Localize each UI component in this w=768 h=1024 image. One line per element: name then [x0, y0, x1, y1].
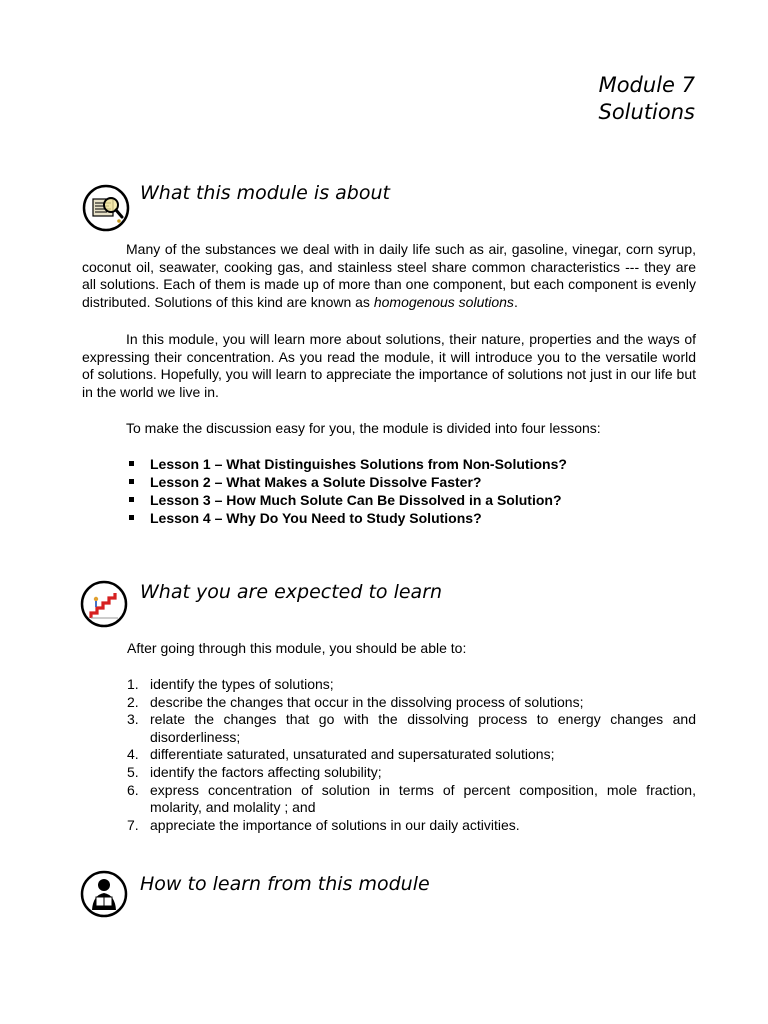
- lesson-list: [127, 455, 567, 527]
- objective-item: [127, 764, 696, 782]
- about-paragraph-1-text: Many of the substances we deal with in daily life such as air, gasoline, vinegar, corn syrup, coconut oil, seawater, cooking gas, and stainless steel share common characteristics --- they are all solutions. Each of them is made up of more than one component, but each component is evenly distributed. Solutions of this kind are known as: [82, 241, 696, 310]
- objective-item: [127, 782, 696, 817]
- objective-item: [127, 746, 696, 764]
- about-paragraph-2-text: In this module, you will learn more about solutions, their nature, properties and the ways of expressing their concentration. As you read the module, it will introduce you to the versatile world of solutions. Hopefully, you will learn to appreciate the importance of solutions not just in our life but in the world we live in.: [82, 331, 696, 400]
- objective-number: 6.: [127, 781, 139, 798]
- expected-intro: After going through this module, you should be able to:: [127, 640, 467, 656]
- lesson-item: Lesson 4 – Why Do You Need to Study Solutions?: [127, 509, 567, 527]
- objective-item: [127, 817, 696, 835]
- objective-number: 3.: [127, 711, 139, 728]
- about-paragraph-1-end: .: [513, 293, 518, 310]
- objective-text: express concentration of solution in terms of percent composition, mole fraction, molarity, and molality ; and: [150, 781, 696, 816]
- objective-number: 7.: [127, 816, 139, 833]
- objective-item: [127, 711, 696, 746]
- about-paragraph-1: [82, 241, 696, 311]
- about-paragraph-2: [82, 331, 696, 401]
- objective-number: 1.: [127, 676, 139, 692]
- lesson-item: Lesson 2 – What Makes a Solute Dissolve Faster?: [127, 473, 567, 491]
- objective-text: relate the changes that go with the dissolving process to energy changes and disorderliness;: [150, 711, 696, 745]
- objective-number: 5.: [127, 763, 139, 780]
- about-paragraph-3-text: To make the discussion easy for you, the module is divided into four lessons:: [126, 420, 601, 436]
- module-title: [599, 72, 696, 126]
- lesson-item: Lesson 3 – How Much Solute Can Be Dissolved in a Solution?: [127, 491, 567, 509]
- objective-text: identify the types of solutions;: [150, 676, 334, 692]
- module-number: Module 7: [598, 73, 695, 97]
- objective-number: 2.: [127, 693, 139, 710]
- objective-text: identify the factors affecting solubility;: [150, 763, 382, 780]
- section-heading-expected: What you are expected to learn: [140, 581, 443, 603]
- objective-text: appreciate the importance of solutions in our daily activities.: [150, 816, 520, 833]
- homogenous-solutions-term: homogenous solutions: [373, 293, 514, 310]
- magnifier-document-icon: [82, 184, 130, 232]
- module-name: Solutions: [598, 100, 695, 124]
- lesson-item: Lesson 1 – What Distinguishes Solutions from Non-Solutions?: [127, 455, 567, 473]
- objective-text: differentiate saturated, unsaturated and supersaturated solutions;: [150, 746, 555, 763]
- stairs-icon: [80, 580, 128, 628]
- section-heading-about: What this module is about: [140, 182, 390, 204]
- section-heading-howto: How to learn from this module: [140, 873, 430, 895]
- objective-list: [127, 676, 696, 834]
- objective-number: 4.: [127, 746, 139, 763]
- about-paragraph-3: [82, 420, 696, 438]
- objective-item: [127, 676, 696, 694]
- objective-item: [127, 694, 696, 712]
- objective-text: describe the changes that occur in the dissolving process of solutions;: [150, 693, 584, 710]
- reader-icon: [80, 870, 128, 918]
